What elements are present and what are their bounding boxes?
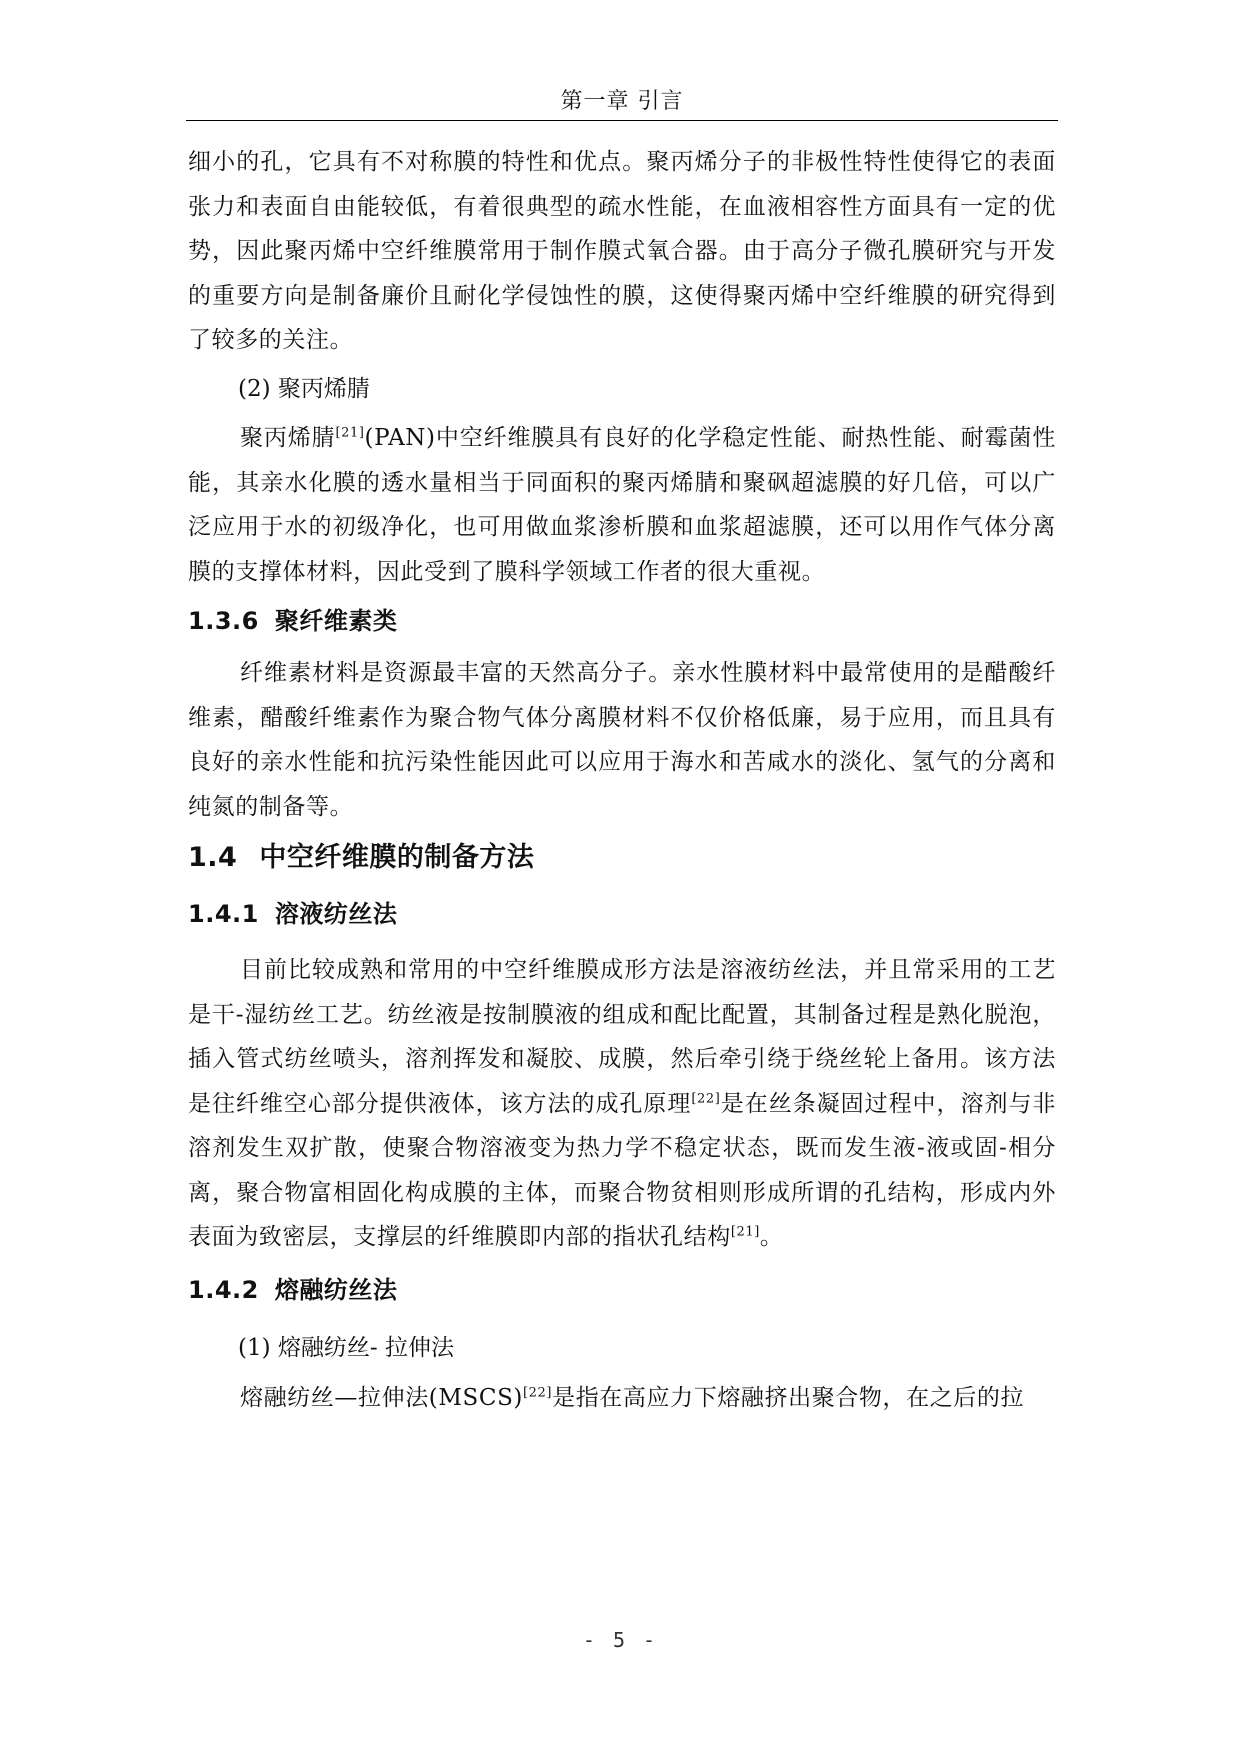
paragraph-text: 聚丙烯腈: [240, 425, 336, 451]
citation-ref: [21]: [730, 1224, 760, 1240]
paragraph-polypropylene-continued: 细小的孔，它具有不对称膜的特性和优点。聚丙烯分子的非极性特性使得它的表面张力和表面自由能较低，有着很典型的疏水性能，在血液相容性方面具有一定的优势，因此聚丙烯中空纤维膜常用于制作膜式氧合器。由于高分子微孔膜研究与开发的重要方向是制备廉价且耐化学侵蚀性的膜，这使得聚丙烯中空纤维膜的研究得到了较多的关注。: [188, 149, 1056, 353]
paragraph-text: (PAN)中空纤维膜具有良好的化学稳定性能、耐热性能、耐霉菌性能，其亲水化膜的透水量相当于同面积的聚丙烯腈和聚砜超滤膜的好几倍，可以广泛应用于水的初级净化，也可用做血浆渗析膜和血浆超滤膜，还可以用作气体分离膜的支撑体材料，因此受到了膜科学领域工作者的很大重视。: [188, 425, 1056, 585]
list-item-melt-spinning-stretching: (1) 熔融纺丝- 拉伸法: [238, 1334, 454, 1361]
page-content: [188, 140, 1056, 1421]
section-title: 溶液纺丝法: [274, 900, 398, 928]
section-number: 1.3.6: [188, 607, 259, 635]
paragraph-cellulose: 纤维素材料是资源最丰富的天然高分子。亲水性膜材料中最常使用的是醋酸纤维素，醋酸纤维素作为聚合物气体分离膜材料不仅价格低廉，易于应用，而且具有良好的亲水性能和抗污染性能因此可以应用于海水和苦咸水的淡化、氢气的分离和纯氮的制备等。: [188, 660, 1056, 820]
header-rule: [186, 120, 1058, 121]
section-heading-1-4-1: [188, 898, 1056, 930]
section-title: 聚纤维素类: [274, 607, 398, 635]
paragraph-text: 熔融纺丝—拉伸法(MSCS): [240, 1385, 524, 1411]
citation-ref: [21]: [335, 425, 365, 441]
paragraph-melt-spinning: [188, 1376, 1056, 1421]
section-heading-1-4-2: [188, 1274, 1056, 1306]
section-number: 1.4.1: [188, 900, 259, 928]
section-heading-1-4: [188, 840, 1056, 876]
paragraph-text: 是指在高应力下熔融挤出聚合物，在之后的拉: [552, 1385, 1025, 1411]
paragraph-text: 。: [759, 1224, 784, 1250]
running-header: 第一章 引言: [560, 89, 684, 114]
citation-ref: [22]: [523, 1385, 553, 1401]
paragraph-text: 是在丝条凝固过程中，溶剂与非溶剂发生双扩散，使聚合物溶液变为热力学不稳定状态，既而发生液-液或固-相分离，聚合物富相固化构成膜的主体，而聚合物贫相则形成所谓的孔结构，形成内外表面为致密层，支撑层的纤维膜即内部的指状孔结构: [188, 1090, 1056, 1250]
paragraph-text: 目前比较成熟和常用的中空纤维膜成形方法是溶液纺丝法，并且常采用的工艺是干-湿纺丝工艺。纺丝液是按制膜液的组成和配比配置，其制备过程是熟化脱泡，插入管式纺丝喷头，溶剂挥发和凝胶、成膜，然后牵引绕于绕丝轮上备用。该方法是往纤维空心部分提供液体，该方法的成孔原理: [188, 957, 1056, 1117]
section-title: 中空纤维膜的制备方法: [259, 842, 535, 873]
citation-ref: [22]: [691, 1090, 721, 1106]
page-number: - 5 -: [582, 1628, 659, 1652]
list-item-polyacrylonitrile: (2) 聚丙烯腈: [238, 375, 370, 402]
section-number: 1.4: [188, 842, 238, 873]
paragraph-solution-spinning: [188, 948, 1056, 1260]
section-number: 1.4.2: [188, 1275, 259, 1304]
section-heading-1-3-6: [188, 605, 1056, 637]
section-title: 熔融纺丝法: [274, 1275, 398, 1304]
paragraph-polyacrylonitrile: [188, 416, 1056, 594]
